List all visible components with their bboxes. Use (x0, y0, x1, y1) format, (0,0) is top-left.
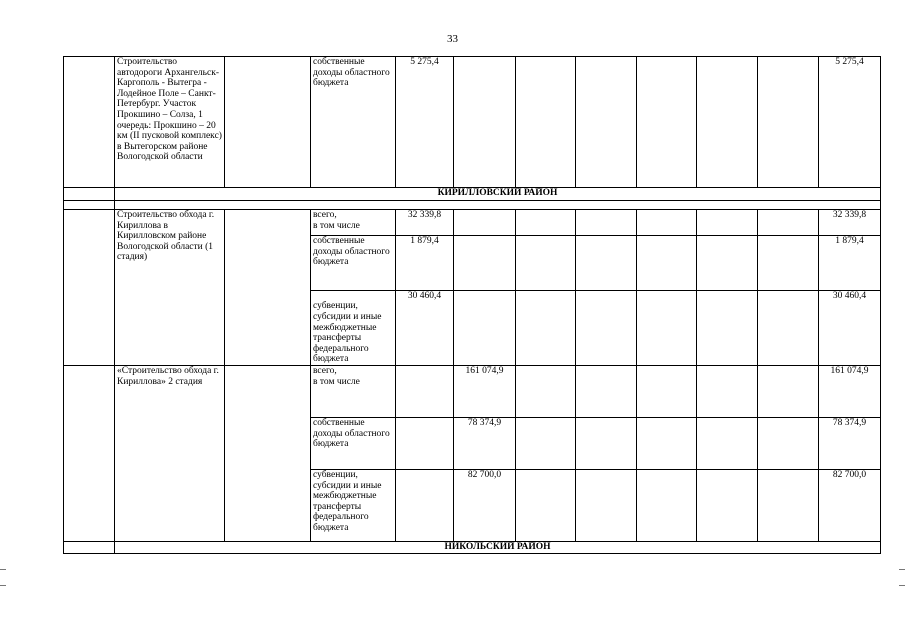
amount-cell: 5 275,4 (396, 57, 454, 188)
page-number: 33 (447, 33, 458, 45)
total-cell: 32 339,8 (819, 210, 881, 236)
total-cell: 161 074,9 (819, 366, 881, 418)
funding-source-cell: собственные доходы областного бюджета (311, 418, 396, 470)
row-number-cell (64, 366, 115, 542)
district-title: НИКОЛЬСКИЙ РАЙОН (115, 542, 881, 554)
funding-source-cell: собственные доходы областного бюджета (311, 236, 396, 291)
district-header-row (64, 188, 881, 201)
empty-cell (576, 418, 637, 470)
empty-cell (637, 236, 697, 291)
empty-cell (697, 291, 758, 366)
empty-cell (637, 57, 697, 188)
spacer-row (64, 201, 881, 210)
funding-source-cell: собственные доходы областного бюджета (311, 57, 396, 188)
margin-mark (899, 569, 905, 570)
empty-cell (225, 57, 311, 188)
amount-cell: 1 879,4 (396, 236, 454, 291)
funding-source-cell: субвенции, субсидии и иные межбюджетные трансферты федерального бюджета (311, 291, 396, 366)
empty-cell (516, 291, 576, 366)
empty-cell (637, 470, 697, 542)
row-number-cell (64, 210, 115, 366)
empty-cell (637, 291, 697, 366)
object-name-cell: Строительство автодороги Архангельск-Каргополь - Вытегра - Лодейное Поле – Санкт-Петербург. Участок Прокшино – Солза, 1 очередь: Прокшино – 20 км (II пусковой комплекс) в Вытегорском районе Вологодской области (115, 57, 225, 188)
amount-cell: 78 374,9 (454, 418, 516, 470)
empty-cell (758, 291, 819, 366)
empty-cell (225, 210, 311, 366)
district-header-row (64, 542, 881, 554)
empty-cell (637, 366, 697, 418)
margin-mark (0, 585, 6, 586)
empty-cell (758, 470, 819, 542)
empty-cell (225, 366, 311, 542)
empty-cell (697, 236, 758, 291)
empty-cell (697, 418, 758, 470)
object-name-cell: Строительство обхода г. Кириллова в Кирилловском районе Вологодской области (1 стадия) (115, 210, 225, 366)
empty-cell (576, 470, 637, 542)
empty-cell (516, 210, 576, 236)
amount-cell: 82 700,0 (454, 470, 516, 542)
empty-cell (758, 418, 819, 470)
empty-cell (396, 366, 454, 418)
funding-source-cell: всего, в том числе (311, 366, 396, 418)
total-cell: 5 275,4 (819, 57, 881, 188)
empty-cell (697, 470, 758, 542)
empty-cell (576, 366, 637, 418)
empty-cell (758, 236, 819, 291)
table-row (64, 210, 881, 236)
object-name-cell: «Строительство обхода г. Кириллова» 2 стадия (115, 366, 225, 542)
empty-cell (516, 57, 576, 188)
empty-cell (396, 418, 454, 470)
amount-cell: 32 339,8 (396, 210, 454, 236)
spacer-cell (64, 201, 115, 210)
empty-cell (637, 418, 697, 470)
empty-cell (576, 291, 637, 366)
margin-mark (0, 569, 6, 570)
empty-cell (516, 236, 576, 291)
empty-cell (454, 291, 516, 366)
amount-cell: 30 460,4 (396, 291, 454, 366)
district-title: КИРИЛЛОВСКИЙ РАЙОН (115, 188, 881, 201)
spacer-cell (115, 201, 881, 210)
table-row (64, 366, 881, 418)
total-cell: 82 700,0 (819, 470, 881, 542)
empty-cell (454, 210, 516, 236)
empty-cell (454, 236, 516, 291)
total-cell: 30 460,4 (819, 291, 881, 366)
margin-mark (899, 585, 905, 586)
empty-cell (516, 366, 576, 418)
funding-source-cell: субвенции, субсидии и иные межбюджетные трансферты федерального бюджета (311, 470, 396, 542)
row-number-cell (64, 57, 115, 188)
empty-cell (516, 470, 576, 542)
total-cell: 1 879,4 (819, 236, 881, 291)
amount-cell: 161 074,9 (454, 366, 516, 418)
empty-cell (697, 210, 758, 236)
funding-source-cell: всего, в том числе (311, 210, 396, 236)
empty-cell (758, 57, 819, 188)
row-number-cell (64, 542, 115, 554)
empty-cell (576, 57, 637, 188)
total-cell: 78 374,9 (819, 418, 881, 470)
empty-cell (576, 236, 637, 291)
empty-cell (697, 366, 758, 418)
empty-cell (697, 57, 758, 188)
empty-cell (454, 57, 516, 188)
empty-cell (396, 470, 454, 542)
empty-cell (758, 210, 819, 236)
empty-cell (576, 210, 637, 236)
row-number-cell (64, 188, 115, 201)
table-row (64, 57, 881, 188)
empty-cell (758, 366, 819, 418)
empty-cell (637, 210, 697, 236)
empty-cell (516, 418, 576, 470)
budget-table (63, 56, 881, 554)
